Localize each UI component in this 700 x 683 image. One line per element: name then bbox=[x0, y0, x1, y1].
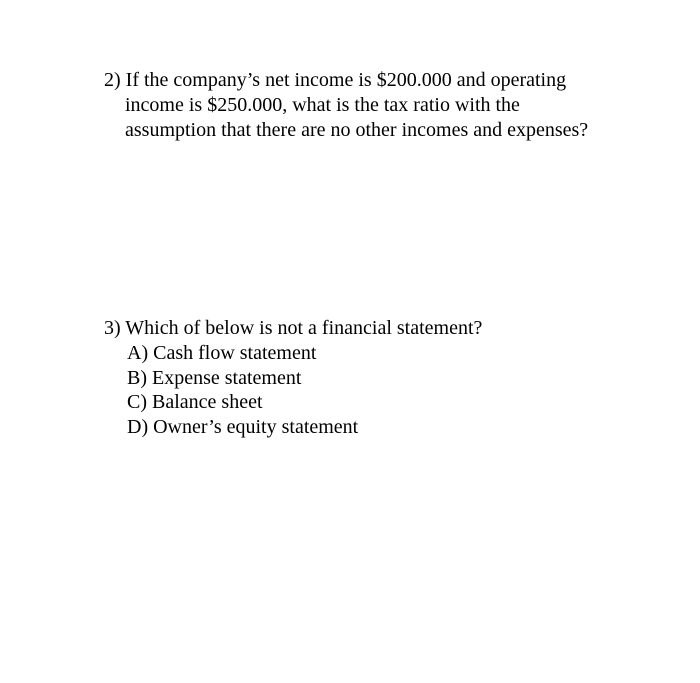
question-3-stem: 3) Which of below is not a financial statement? bbox=[104, 317, 483, 339]
option-a: A) Cash flow statement bbox=[127, 342, 317, 364]
option-b: B) Expense statement bbox=[127, 366, 302, 389]
option-c: C) Balance sheet bbox=[127, 391, 263, 413]
question-2-line-2: income is $250.000, what is the tax ratio with the bbox=[125, 94, 520, 116]
question-3 bbox=[104, 316, 624, 439]
option-d: D) Owner’s equity statement bbox=[127, 415, 359, 438]
question-2-line-1: 2) If the company’s net income is $200.000 and operating bbox=[104, 69, 567, 91]
question-2-line-3: assumption that there are no other incomes and expenses? bbox=[125, 119, 589, 141]
question-2 bbox=[104, 68, 644, 143]
question-3-options bbox=[104, 341, 624, 439]
